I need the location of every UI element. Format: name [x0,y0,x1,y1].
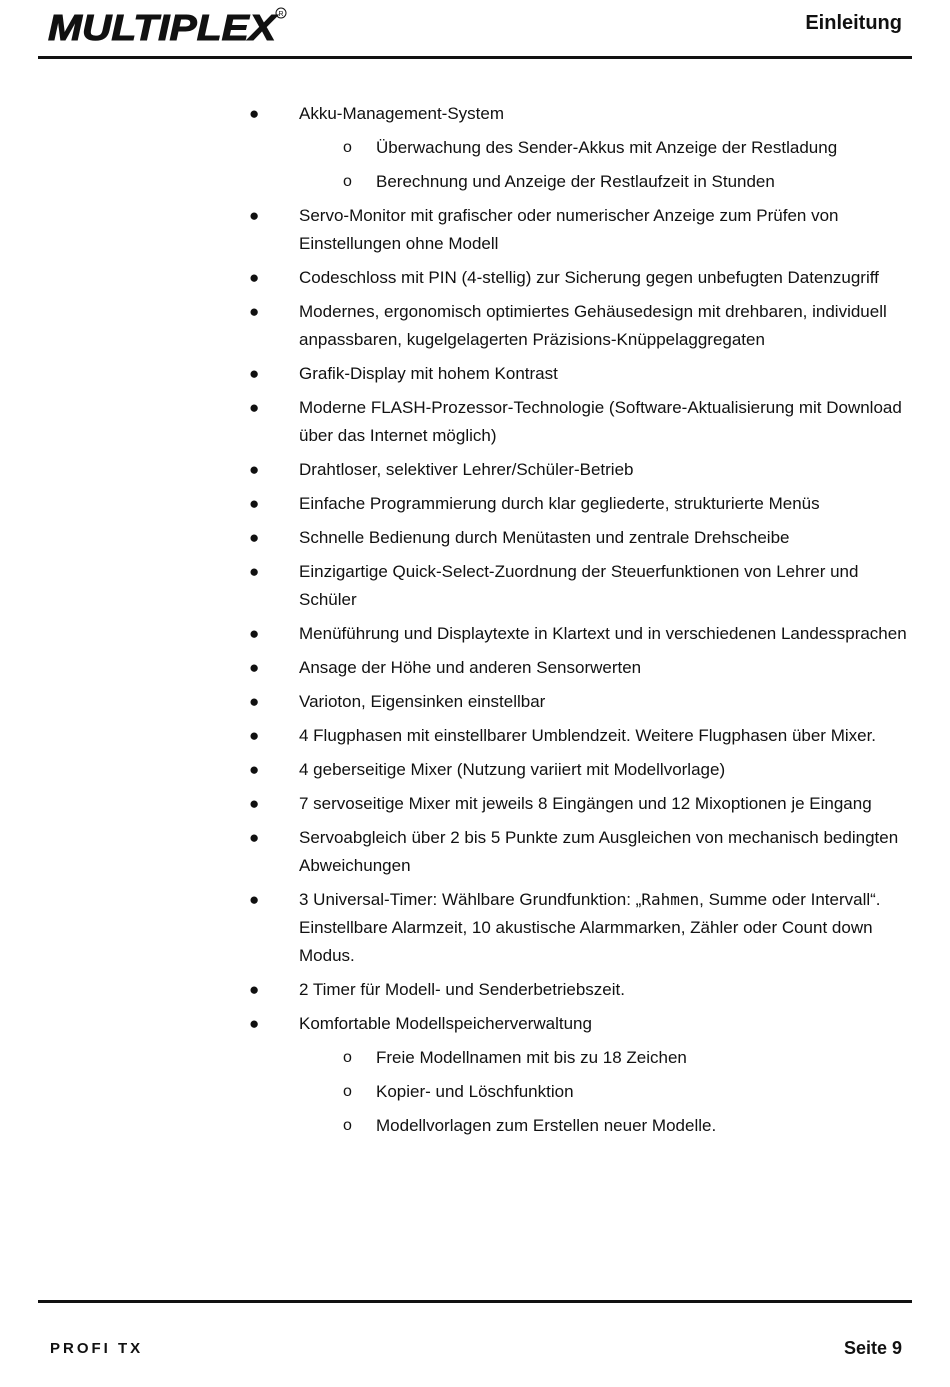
feature-text: Drahtloser, selektiver Lehrer/Schüler-Betrieb [299,460,634,479]
feature-item [0,886,909,970]
feature-item [0,202,909,258]
sub-feature-item [0,1044,916,1072]
feature-item [0,1010,909,1038]
sub-feature-text: Berechnung und Anzeige der Restlaufzeit in Stunden [376,172,775,191]
svg-text:MULTIPLEX: MULTIPLEX [48,7,279,46]
circle-bullet-icon: o [343,139,352,156]
feature-text: Schnelle Bedienung durch Menütasten und zentrale Drehscheibe [299,528,790,547]
sub-feature-item [0,1078,916,1106]
feature-item [0,456,909,484]
feature-item [0,100,909,128]
feature-list [0,100,950,1146]
feature-item [0,298,909,354]
feature-item [0,558,909,614]
feature-item [0,756,909,784]
bullet-icon: ● [249,890,260,909]
bullet-icon: ● [249,624,260,643]
feature-text: 4 geberseitige Mixer (Nutzung variiert mit Modellvorlage) [299,760,726,779]
circle-bullet-icon: o [343,1117,352,1134]
bullet-icon: ● [249,760,260,779]
feature-text: 2 Timer für Modell- und Senderbetriebszeit. [299,980,625,999]
bullet-icon: ● [249,268,260,287]
feature-item [0,654,909,682]
feature-text: Ansage der Höhe und anderen Sensorwerten [299,658,642,677]
feature-text: Moderne FLASH-Prozessor-Technologie (Software-Aktualisierung mit Download über das Internet möglich) [299,398,902,445]
product-name: PROFI TX [50,1340,144,1357]
feature-item [0,976,909,1004]
bullet-icon: ● [249,828,260,847]
section-title: Einleitung [805,12,902,34]
bullet-icon: ● [249,494,260,513]
feature-text: Servoabgleich über 2 bis 5 Punkte zum Ausgleichen von mechanisch bedingten Abweichungen [299,828,899,875]
feature-text: Servo-Monitor mit grafischer oder numerischer Anzeige zum Prüfen von Einstellungen ohne Modell [299,206,839,253]
bullet-icon: ● [249,726,260,745]
page-header [0,0,950,60]
bullet-icon: ● [249,528,260,547]
bullet-icon: ● [249,460,260,479]
feature-text: Einfache Programmierung durch klar gegliederte, strukturierte Menüs [299,494,820,513]
bullet-icon: ● [249,980,260,999]
feature-item [0,824,909,880]
feature-text: Akku-Management-System [299,104,505,123]
feature-text: Modernes, ergonomisch optimiertes Gehäusedesign mit drehbaren, individuell anpassbaren, kugelgelagerten Präzisions-Knüppelaggregaten [299,302,887,349]
bullet-icon: ● [249,692,260,711]
bullet-icon: ● [249,658,260,677]
bullet-icon: ● [249,302,260,321]
sub-feature-text: Kopier- und Löschfunktion [376,1082,574,1101]
sub-feature-item [0,168,916,196]
sub-feature-item [0,134,916,162]
feature-text: Menüführung und Displaytexte in Klartext und in verschiedenen Landessprachen [299,624,907,643]
feature-item [0,360,909,388]
feature-text: 7 servoseitige Mixer mit jeweils 8 Eingängen und 12 Mixoptionen je Eingang [299,794,872,813]
sub-feature-item [0,1112,916,1140]
feature-text: Einzigartige Quick-Select-Zuordnung der Steuerfunktionen von Lehrer und Schüler [299,562,859,609]
bullet-icon: ● [249,206,260,225]
feature-item [0,722,909,750]
bullet-icon: ● [249,364,260,383]
feature-item [0,620,909,648]
feature-text-mono: Rahmen [641,890,700,909]
bullet-icon: ● [249,562,260,581]
feature-text: 4 Flugphasen mit einstellbarer Umblendzeit. Weitere Flugphasen über Mixer. [299,726,877,745]
bullet-icon: ● [249,794,260,813]
feature-text: Varioton, Eigensinken einstellbar [299,692,546,711]
feature-text: , Summe oder Intervall“. Einstellbare Alarmzeit, 10 akustische Alarmmarken, Zähler oder Count down Modus. [299,890,881,965]
circle-bullet-icon: o [343,1049,352,1066]
feature-item [0,790,909,818]
feature-text: Codeschloss mit PIN (4-stellig) zur Sicherung gegen unbefugten Datenzugriff [299,268,879,287]
feature-item [0,264,909,292]
circle-bullet-icon: o [343,173,352,190]
multiplex-logo [48,6,288,46]
bullet-icon: ● [249,104,260,123]
feature-item [0,688,909,716]
sub-feature-text: Überwachung des Sender-Akkus mit Anzeige der Restladung [376,138,838,157]
header-divider [38,56,912,59]
footer-divider [38,1300,912,1303]
sub-feature-text: Freie Modellnamen mit bis zu 18 Zeichen [376,1048,687,1067]
feature-text: Grafik-Display mit hohem Kontrast [299,364,558,383]
feature-text: 3 Universal-Timer: Wählbare Grundfunktion: „ [299,890,642,909]
feature-text: Komfortable Modellspeicherverwaltung [299,1014,592,1033]
feature-item [0,490,909,518]
sub-feature-text: Modellvorlagen zum Erstellen neuer Modelle. [376,1116,717,1135]
svg-text:R: R [278,11,284,18]
bullet-icon: ● [249,398,260,417]
feature-item [0,394,909,450]
feature-item [0,524,909,552]
page-number: Seite 9 [843,1338,902,1358]
bullet-icon: ● [249,1014,260,1033]
circle-bullet-icon: o [343,1083,352,1100]
